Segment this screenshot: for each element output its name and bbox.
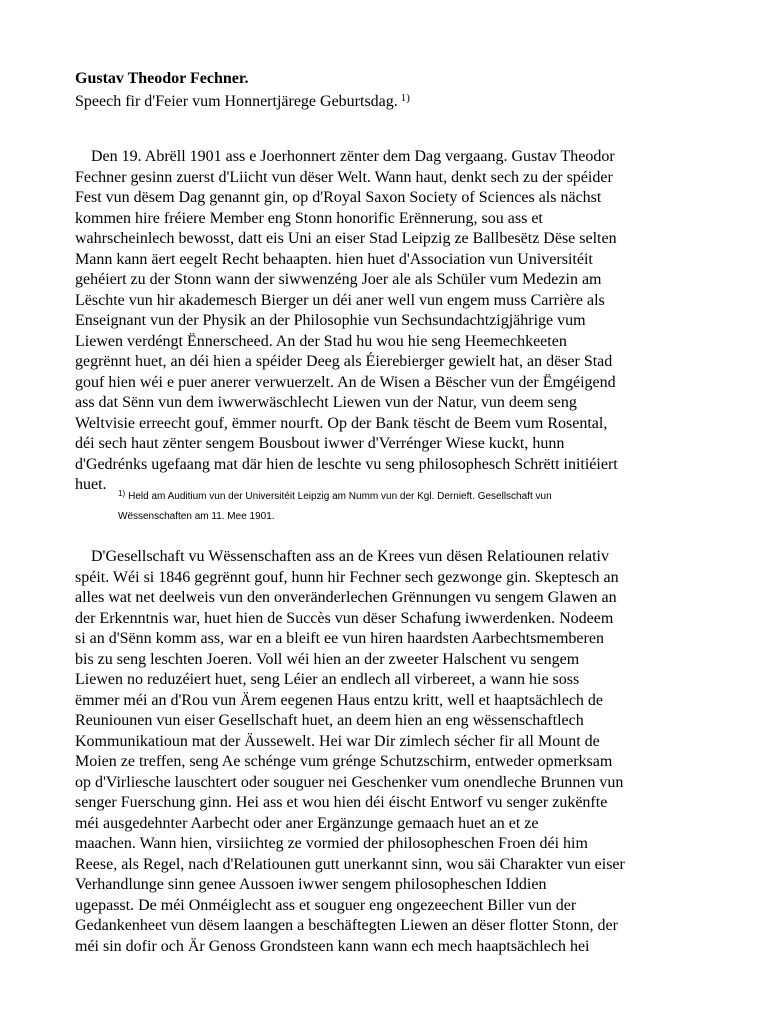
text-line: Moien ze treffen, seng Ae schénge vum grénge Schutzschirm, entweder opmerksam xyxy=(75,753,613,770)
text-line: der Erkenntnis war, huet hien de Succès vun dëser Schafung iwwerdenken. Nodeem xyxy=(75,609,614,627)
footnote-text-1: Held am Auditium vun der Universitéit Leipzig am Numm vun der Kgl. Dernieft. Gesellschaft vun xyxy=(128,491,552,502)
footnote xyxy=(118,487,718,527)
subtitle-text: Speech fir d'Feier vum Honnertjärege Geburtsdag. xyxy=(75,93,398,110)
text-line: Mann kann äert eegelt Recht behaapten. hien huet d'Association vun Universitéit xyxy=(75,250,593,268)
text-line: Den 19. Abrëll 1901 ass e Joerhonnert zënter dem Dag vergaang. Gustav Theodor xyxy=(75,148,615,165)
text-line: si an d'Sënn komm ass, war en a bleift ee vun hiren haardsten Aarbechtsmemberen xyxy=(75,630,604,647)
text-line: Reuniounen vun eiser Gesellschaft huet, an deem hien an eng wëssenschaftlech xyxy=(75,712,584,729)
text-line: Kommunikatioun mat der Äussewelt. Hei war Dir zimlech sécher fir all Mount de xyxy=(75,732,600,750)
text-line: méi ausgedehnter Aarbecht oder aner Ergänzunge gemaach huet an et ze xyxy=(75,814,539,832)
text-line: Lëschte vun hir akademesch Bierger un déi aner well vun engem muss Carrière als xyxy=(75,291,605,309)
text-line: méi sin dofir och Är Genoss Grondsteen kann wann ech mech haaptsächlech hei xyxy=(75,937,590,955)
text-line: déi sech haut zënter sengem Bousbout iwwer d'Verrénger Wiese kuckt, hunn xyxy=(75,435,565,452)
text-line: gehéiert zu der Stonn wann der siwwenzéng Joer ale als Schüler vum Medezin am xyxy=(75,271,602,288)
text-line: D'Gesellschaft vu Wëssenschaften ass an de Krees vun dësen Relatiounen relativ xyxy=(75,548,609,565)
footnote-reference: 1) xyxy=(400,92,410,104)
paragraph-2 xyxy=(75,547,675,957)
text-line: op d'Virliesche lauschtert oder souguer nei Geschenker vum onendleche Brunnen vun xyxy=(75,773,624,791)
page-subtitle xyxy=(75,91,410,113)
text-line: ugepasst. De méi Onméiglecht ass et souguer eng ongezeechent Biller vun der xyxy=(75,896,577,914)
text-line: Weltvisie erreecht gouf, ëmmer nourft. Op der Bank tëscht de Beem vum Rosental, xyxy=(75,414,608,432)
footnote-line-2: Wëssenschaften am 11. Mee 1901. xyxy=(118,511,275,522)
text-line: d'Gedrénks ugefaang mat där hien de leschte vu seng philosophesch Schrëtt initiéiert xyxy=(75,455,618,473)
text-line: wahrscheinlech bewosst, datt eis Uni an eiser Stad Leipzig ze Ballbesëtz Dëse selten xyxy=(75,230,617,247)
paragraph-1 xyxy=(75,147,675,496)
text-line: Liewen verdéngt Ënnerscheed. An der Stad hu wou hie seng Heemechkeeten xyxy=(75,332,567,350)
text-line: bis zu seng leschten Joeren. Voll wéi hien an der zweeter Halschent vu sengem xyxy=(75,650,580,668)
text-line: gouf hien wéi e puer anerer verwuerzelt. An de Wisen a Bëscher vun der Ëmgéigend xyxy=(75,373,616,391)
text-line: Reese, als Regel, nach d'Relatiounen gutt unerkannt sinn, wou säi Charakter vun eiser xyxy=(75,855,625,873)
text-line: kommen hire fréiere Member eng Stonn honorific Erënnerung, sou ass et xyxy=(75,209,543,227)
text-line: ëmmer méi an d'Rou vun Ärem eegenen Haus entzu kritt, well et haaptsächlech de xyxy=(75,691,604,709)
page-title: Gustav Theodor Fechner. xyxy=(75,70,249,87)
text-line: Fechner gesinn zuerst d'Liicht vun dëser Welt. Wann haut, denkt sech zu der spéider xyxy=(75,168,613,186)
text-line: alles wat net deelweis vun den onveränderlechen Grënnungen vu sengem Glawen an xyxy=(75,589,617,606)
text-line: Verhandlunge sinn genee Aussoen iwwer sengem philosopheschen Iddien xyxy=(75,876,547,893)
text-line: Gedankenheet vun dësem laangen a beschäftegten Liewen an dëser flotter Stonn, der xyxy=(75,917,618,934)
footnote-marker: 1) xyxy=(118,489,126,498)
text-line: senger Fuerschung ginn. Hei ass et wou hien déi éischt Entworf vu senger zukënfte xyxy=(75,794,608,811)
text-line: maachen. Wann hien, virsiichteg ze vormied der philosopheschen Froen déi him xyxy=(75,835,588,852)
text-line: Enseignant vun der Physik an der Philosophie vun Sechsundachtzigjährige vum xyxy=(75,312,586,329)
text-line: huet. xyxy=(75,476,107,493)
text-line: spéit. Wéi si 1846 gegrënnt gouf, hunn hir Fechner sech gezwonge gin. Skeptesch an xyxy=(75,568,619,586)
text-line: ass dat Sënn vun dem iwwerwäschlecht Liewen vun der Natur, vun deem seng xyxy=(75,394,577,411)
footnote-line-1 xyxy=(118,487,718,507)
text-line: gegrënnt huet, an déi hien a spéider Deeg als Éierebierger gewielt hat, an dëser Stad xyxy=(75,353,613,370)
text-line: Liewen no reduzéiert huet, seng Léier an endlech all virbereet, a wann hie soss xyxy=(75,671,580,688)
text-line: Fest vun dësem Dag genannt gin, op d'Royal Saxon Society of Sciences als nächst xyxy=(75,189,602,206)
